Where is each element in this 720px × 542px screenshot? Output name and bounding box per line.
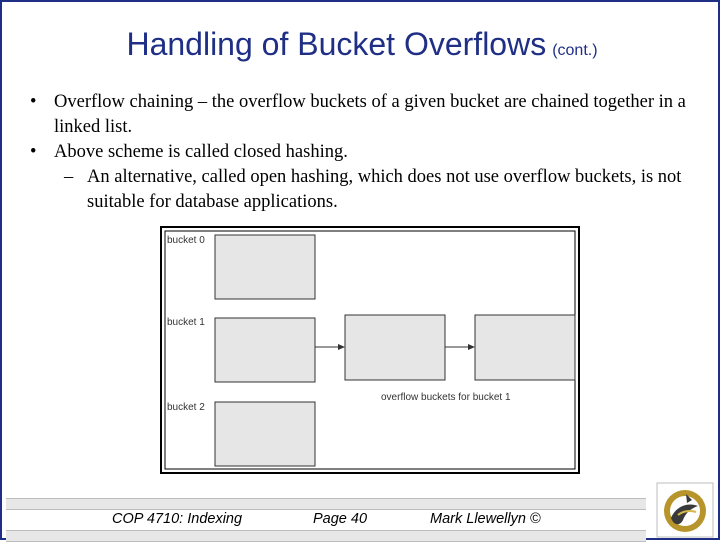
bullet-item [30,140,710,165]
bucket-2-box [215,402,315,466]
bucket-1-box [215,318,315,382]
footer-rule-top [6,498,646,510]
overflow-bucket-2 [475,315,575,380]
footer-rule-bottom [6,530,646,542]
bullet-list [30,90,710,215]
bullet-marker: • [30,142,37,162]
bucket-2-label: bucket 2 [167,402,205,413]
bucket-1-label: bucket 1 [167,317,205,328]
sub-bullet-marker: – [64,167,74,187]
overflow-chaining-diagram [160,226,580,474]
overflow-bucket-1 [345,315,445,380]
overflow-caption: overflow buckets for bucket 1 [381,392,511,403]
slide-footer [2,498,720,542]
slide-title [2,24,720,71]
title-text: Handling of Bucket Overflows [126,26,547,62]
bucket-0-box [215,235,315,299]
sub-bullet-text: An alternative, called open hashing, which does not use overflow buckets, is not suitable for database applications. [87,167,682,212]
bucket-0-label: bucket 0 [167,235,205,246]
sub-bullet-item [30,165,710,215]
bullet-text: Above scheme is called closed hashing. [54,142,348,162]
footer-page-number: Page 40 [313,511,368,527]
bullet-marker: • [30,92,37,112]
bullet-item [30,90,710,140]
footer-author: Mark Llewellyn © [430,511,541,527]
title-suffix: (cont.) [552,42,598,59]
bullet-text: Overflow chaining – the overflow buckets of a given bucket are chained together in a linked list. [54,92,686,137]
university-logo-icon [656,482,714,538]
footer-course: COP 4710: Indexing [112,511,243,527]
